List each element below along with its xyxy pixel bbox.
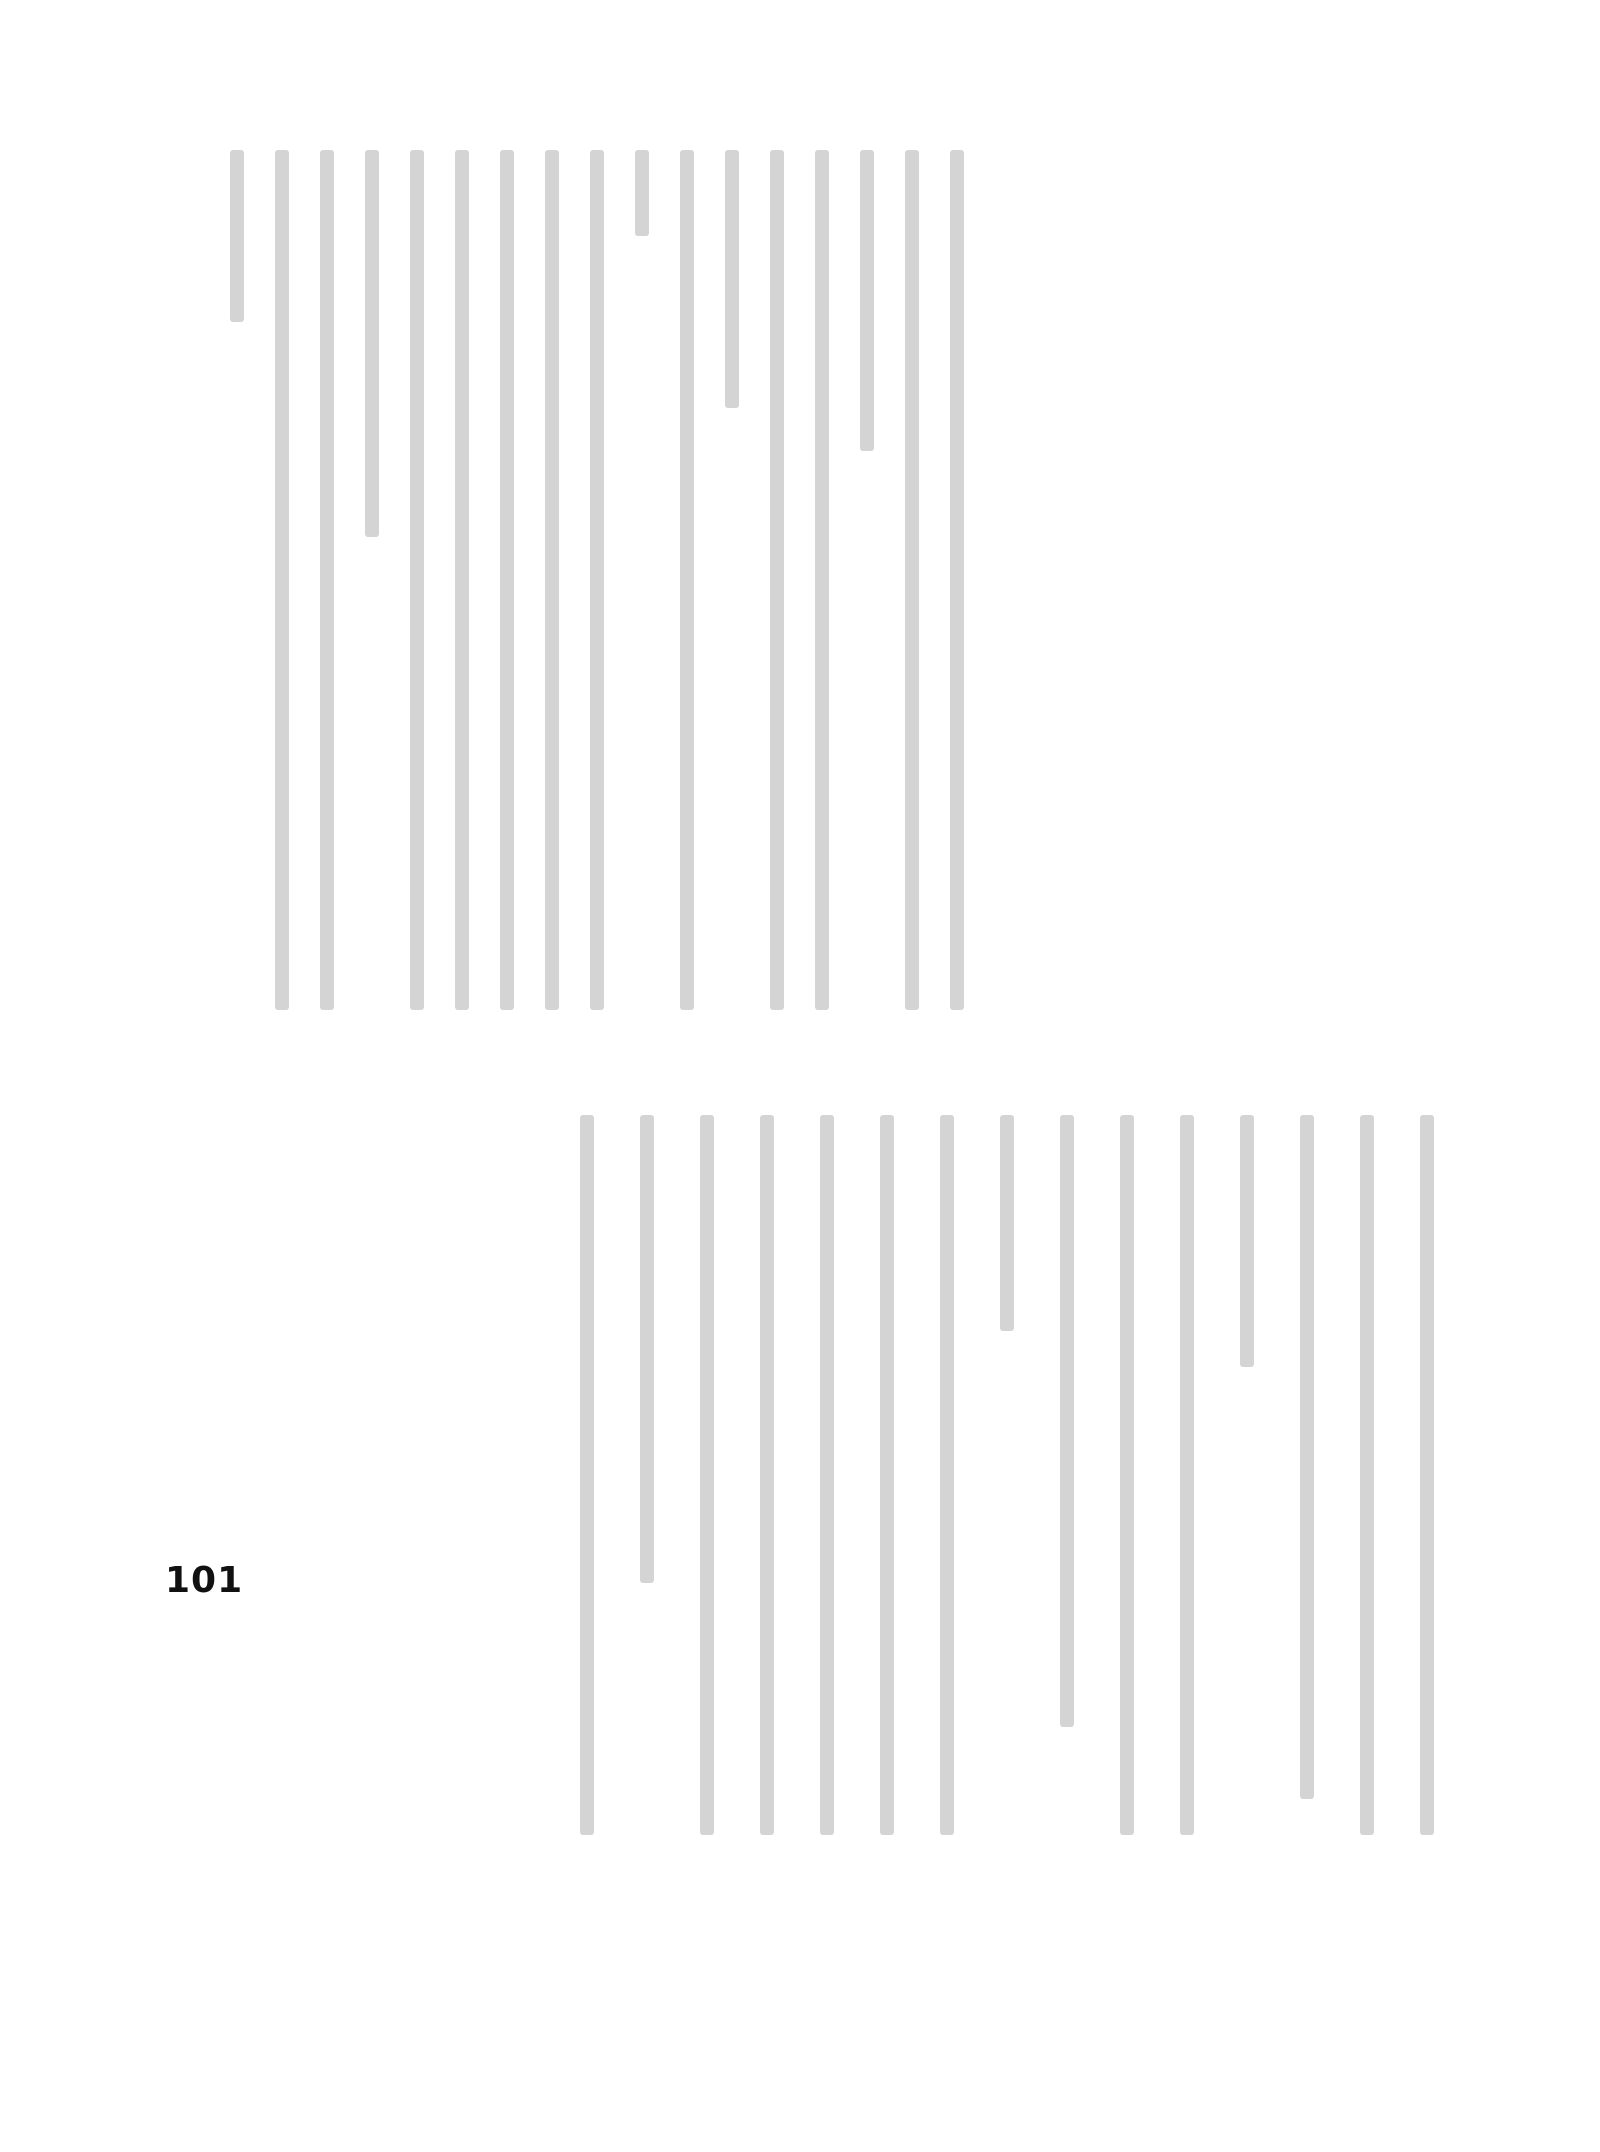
text-column-placeholder: [860, 150, 874, 451]
text-column-placeholder: [590, 150, 604, 1010]
page-number: 101: [165, 1560, 244, 1601]
text-column-placeholder: [760, 1115, 774, 1835]
text-column-placeholder: [1240, 1115, 1254, 1367]
text-column-placeholder: [500, 150, 514, 1010]
text-column-placeholder: [230, 150, 244, 322]
text-column-placeholder: [640, 1115, 654, 1583]
text-column-placeholder: [1300, 1115, 1314, 1799]
text-column-placeholder: [365, 150, 379, 537]
text-column-placeholder: [635, 150, 649, 236]
text-column-placeholder: [1120, 1115, 1134, 1835]
text-column-placeholder: [1180, 1115, 1194, 1835]
text-column-placeholder: [815, 150, 829, 1010]
text-column-placeholder: [545, 150, 559, 1010]
text-column-placeholder: [1420, 1115, 1434, 1835]
text-column-placeholder: [410, 150, 424, 1010]
text-column-placeholder: [1360, 1115, 1374, 1835]
text-column-placeholder: [940, 1115, 954, 1835]
text-column-placeholder: [820, 1115, 834, 1835]
text-column-placeholder: [725, 150, 739, 408]
text-column-placeholder: [905, 150, 919, 1010]
text-column-placeholder: [455, 150, 469, 1010]
text-column-placeholder: [700, 1115, 714, 1835]
text-column-placeholder: [880, 1115, 894, 1835]
text-column-placeholder: [1060, 1115, 1074, 1727]
text-column-placeholder: [950, 150, 964, 1010]
text-column-placeholder: [320, 150, 334, 1010]
text-block-upper: [200, 150, 970, 1010]
text-column-placeholder: [1000, 1115, 1014, 1331]
text-block-lower: [565, 1115, 1440, 1835]
text-column-placeholder: [580, 1115, 594, 1835]
text-column-placeholder: [770, 150, 784, 1010]
text-column-placeholder: [680, 150, 694, 1010]
text-column-placeholder: [275, 150, 289, 1010]
